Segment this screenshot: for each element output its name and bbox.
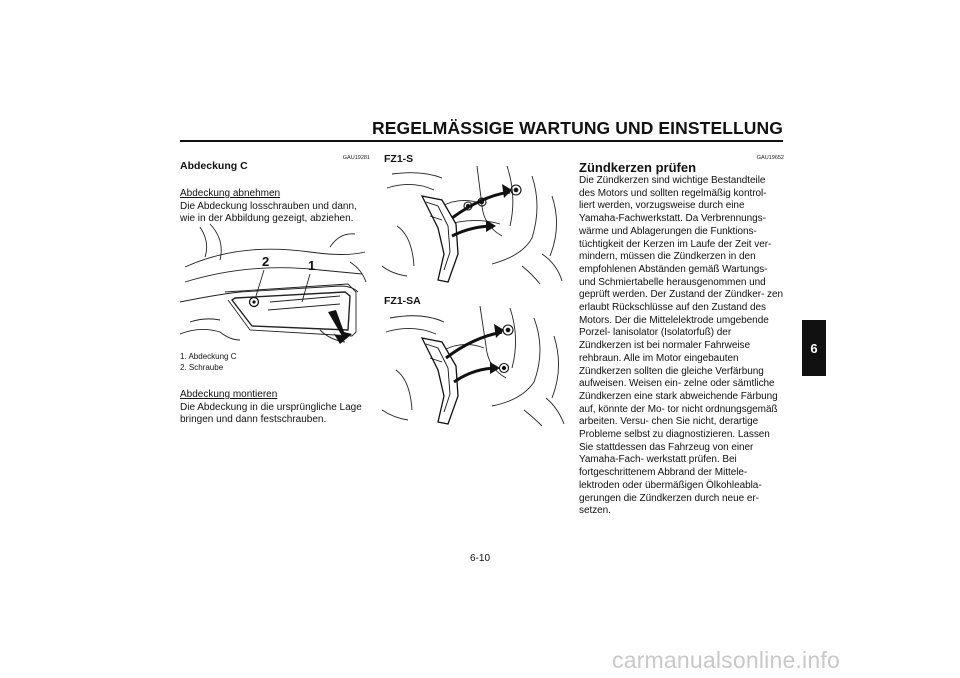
install-text: Die Abdeckung in die ursprüngliche Lage bringen und dann festschrauben. — [180, 401, 362, 425]
caption-2: 2. Schraube — [180, 363, 224, 372]
chapter-tab: 6 — [802, 320, 826, 376]
remove-text: Die Abdeckung losschrauben und dann, wie in der Abbildung gezeigt, abziehen. — [180, 200, 357, 224]
watermark: carmanualsonline.info — [612, 647, 840, 673]
reference-code: GAU19652 — [756, 155, 784, 161]
right-column — [579, 160, 784, 518]
figure-label-fz1-s: FZ1-S — [384, 153, 414, 165]
figure-captions — [180, 351, 370, 373]
remove-heading: Abdeckung abnehmen — [180, 188, 281, 199]
section-title: Abdeckung C — [180, 160, 248, 172]
callout-1: 1 — [308, 258, 316, 273]
spark-plug-body-text: Die Zündkerzen sind wichtige Bestandteile des Motors und sollten regelmäßig kontrol- liert werden, vorzugsweise durch eine Yamaha-Fachwerkstatt. Da Verbrennungs- wärme und Ablagerungen die Funktions- tüchtigkeit der Kerzen im Laufe der Zeit ver- mindern, müssen die Zündkerzen in den empfohlenen Abständen gemäß Wartungs- und Schmiertabelle herausgenommen und geprüft werden. Der Zustand der Zündker- zen erlaubt Rückschlüsse auf den Zustand des Motors. Der die Mittelelektrode umgebende Porzel- lanisolator (Isolatorfuß) der Zündkerzen ist bei normaler Fahrweise rehbraun. Alle im Motor eingebauten Zündkerzen sollten die gleiche Verfärbung aufweisen. Weisen ein- zelne oder sämtliche Zündkerzen eine stark abweichende Färbung auf, könnte der Mo- tor nicht ordnungsgemäß arbeiten. Versu- chen Sie nicht, derartige Probleme selbst zu diagnostizieren. Lassen Sie stattdessen das Fahrzeug von einer Yamaha-Fach- werkstatt prüfen. Bei fortgeschrittenem Abbrand der Mittele- lektroden oder übermäßigen Ölkohleabla- gerungen die Zündkerzen durch neue er- setzen. — [579, 175, 784, 517]
fz1-s-illustration — [382, 166, 572, 286]
section-title: Zündkerzen prüfen — [579, 160, 697, 175]
reference-code: GAU19281 — [342, 155, 370, 161]
callout-2: 2 — [262, 254, 270, 269]
cover-figure — [180, 222, 370, 350]
cover-illustration — [180, 222, 370, 350]
left-column — [180, 160, 367, 226]
fz1-sa-illustration — [382, 306, 572, 428]
page-number: 6-10 — [469, 553, 490, 564]
install-heading: Abdeckung montieren — [180, 389, 278, 400]
figure-label-fz1-sa: FZ1-SA — [384, 295, 421, 307]
install-section — [180, 389, 370, 427]
page-header-title: REGELMÄSSIGE WARTUNG UND EINSTELLUNG — [372, 118, 783, 138]
caption-1: 1. Abdeckung C — [180, 352, 237, 361]
fz1-sa-figure — [382, 306, 572, 428]
header-rule — [180, 140, 783, 142]
fz1-s-figure — [382, 166, 572, 286]
